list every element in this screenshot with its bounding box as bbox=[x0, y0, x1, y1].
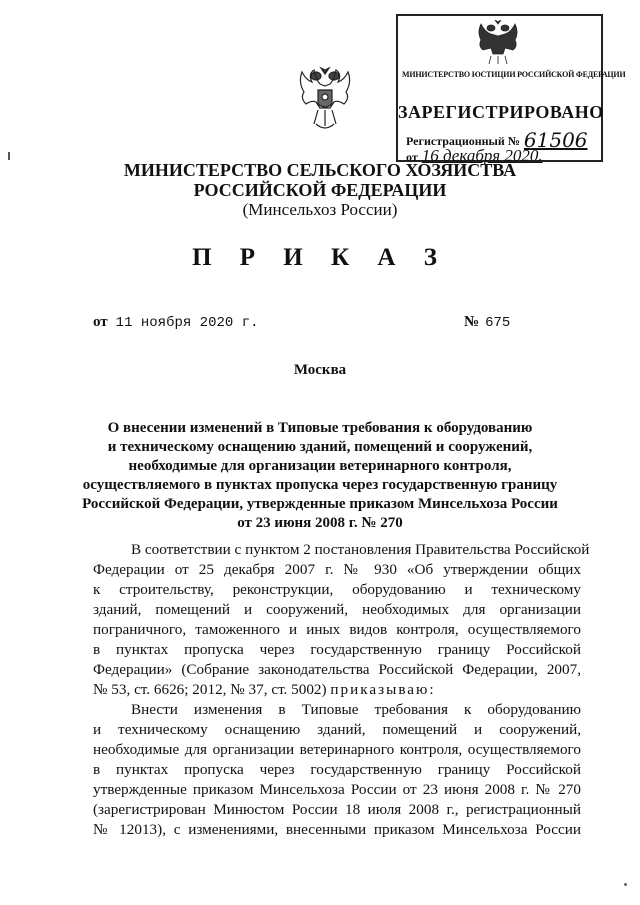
paragraph-line: и техническому оснащению зданий, помещений и сооружений, bbox=[93, 721, 581, 738]
paragraph-line: в пунктах пропуска через государственную границу Российской bbox=[93, 641, 581, 658]
city-name: Москва bbox=[293, 362, 347, 378]
document-type-heading: П Р И К А З bbox=[192, 244, 448, 271]
paragraph-line: В соответствии с пунктом 2 постановления Правительства Российской bbox=[131, 541, 590, 558]
stamp-reg-label: Регистрационный № bbox=[406, 134, 520, 148]
scan-artifact bbox=[624, 883, 627, 886]
paragraph-line: в пунктах пропуска через государственную границу Российской bbox=[93, 761, 581, 778]
paragraph-line: Федерации от 25 декабря 2007 г. № 930 «Об утверждении общих bbox=[93, 561, 581, 578]
stamp-ministry-text: МИНИСТЕРСТВО ЮСТИЦИИ РОССИЙСКОЙ ФЕДЕРАЦИИ bbox=[402, 70, 626, 79]
number-label: № bbox=[464, 314, 480, 330]
number-value: 675 bbox=[485, 315, 511, 331]
paragraph-line: № 12013), с изменениями, внесенными приказом Минсельхоза России bbox=[93, 821, 581, 838]
scan-artifact bbox=[8, 152, 10, 160]
paragraph-line: необходимые для организации ветеринарного контроля, осуществляемого bbox=[93, 741, 581, 758]
order-number bbox=[464, 314, 510, 331]
stamp-date-value: 16 декабря 2020. bbox=[421, 146, 543, 165]
coat-of-arms-emblem bbox=[294, 64, 356, 136]
paragraph-line-last bbox=[93, 680, 581, 700]
date-value: 11 ноября 2020 г. bbox=[115, 315, 259, 331]
paragraph-line: (зарегистрирован Минюстом России 18 июля 2008 г., регистрационный bbox=[93, 801, 581, 818]
paragraph-order-item bbox=[93, 700, 581, 840]
org-short-name: (Минсельхоз России) bbox=[242, 200, 398, 219]
title-line: О внесении изменений в Типовые требования к оборудованию bbox=[107, 420, 533, 436]
title-line: необходимые для организации ветеринарного контроля, bbox=[128, 458, 512, 474]
stamp-emblem-icon bbox=[475, 20, 521, 64]
stamp-date-label: от bbox=[406, 150, 418, 164]
paragraph-line: Внести изменения в Типовые требования к оборудованию bbox=[131, 701, 581, 718]
stamp-reg-number: 61506 bbox=[523, 128, 588, 152]
order-verb: приказываю: bbox=[330, 681, 436, 698]
paragraph-text: № 53, ст. 6626; 2012, № 37, ст. 5002) bbox=[93, 681, 327, 698]
org-name-line2: РОССИЙСКОЙ ФЕДЕРАЦИИ bbox=[193, 180, 447, 200]
org-name-line1: МИНИСТЕРСТВО СЕЛЬСКОГО ХОЗЯЙСТВА bbox=[123, 160, 517, 180]
title-line: осуществляемого в пунктах пропуска через государственную границу bbox=[82, 477, 558, 493]
title-line: и техническому оснащению зданий, помещений и сооружений, bbox=[107, 439, 533, 455]
paragraph-preamble bbox=[93, 540, 590, 700]
title-line: от 23 июня 2008 г. № 270 bbox=[237, 515, 403, 531]
paragraph-line: зданий, помещений и сооружений, необходимых для организации bbox=[93, 601, 581, 618]
paragraph-line: Федерации» (Собрание законодательства Российской Федерации, 2007, bbox=[93, 661, 581, 678]
title-line: Российской Федерации, утвержденные приказом Минсельхоза России bbox=[82, 496, 558, 512]
paragraph-line: пограничного, таможенного и иных видов контроля, осуществляемого bbox=[93, 621, 581, 638]
registration-stamp bbox=[396, 14, 626, 165]
date-label: от bbox=[93, 314, 108, 330]
paragraph-line: к строительству, реконструкции, оборудованию и техническому bbox=[93, 581, 581, 598]
stamp-registered-text: ЗАРЕГИСТРИРОВАНО bbox=[398, 102, 604, 122]
order-date bbox=[93, 314, 259, 331]
paragraph-line: утвержденные приказом Минсельхоза России от 23 июня 2008 г. № 270 bbox=[93, 781, 581, 798]
